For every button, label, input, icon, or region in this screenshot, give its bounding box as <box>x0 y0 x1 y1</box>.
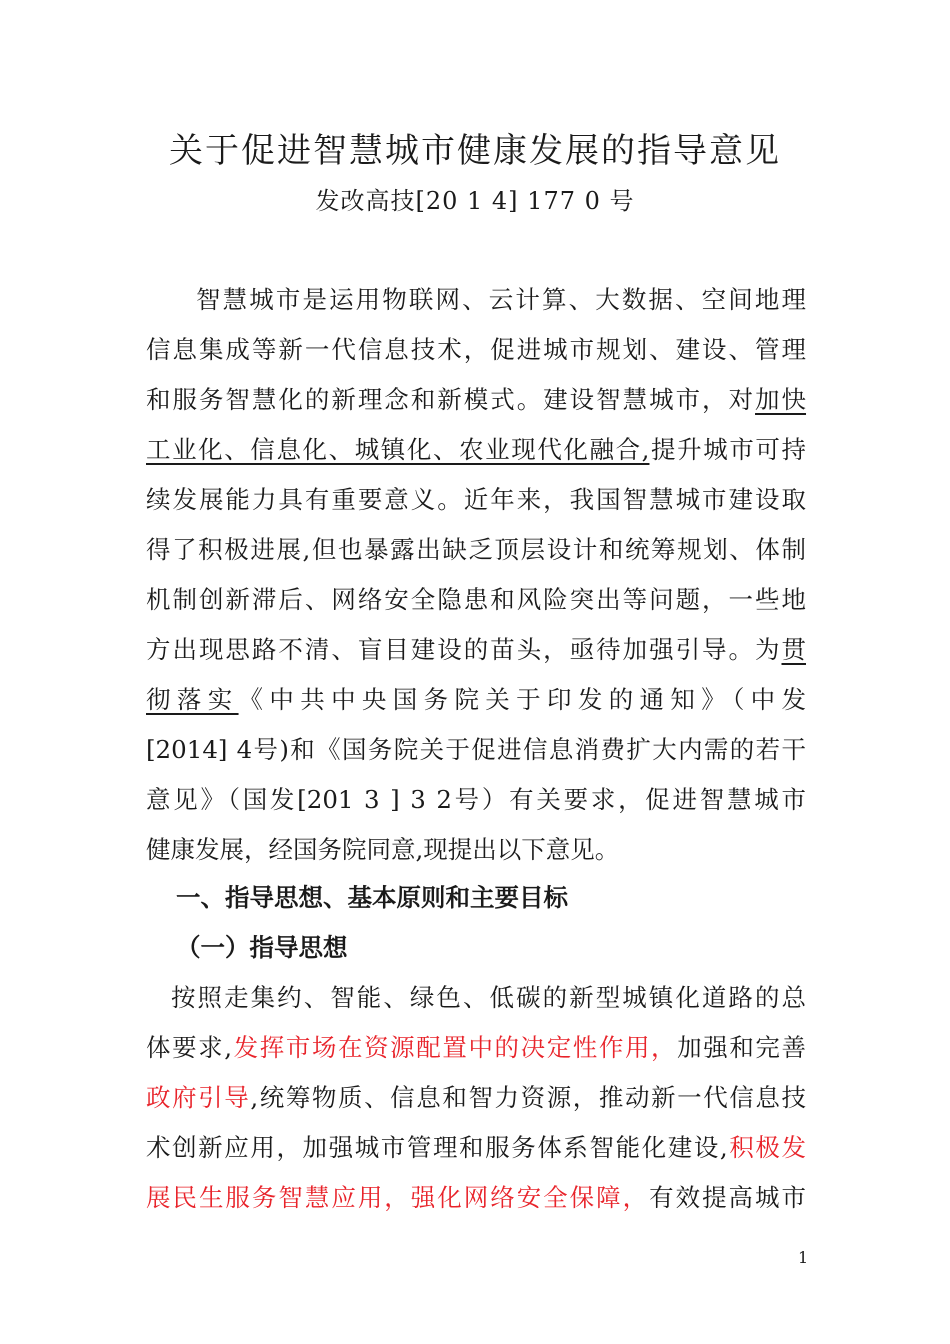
paragraph-line <box>146 633 806 667</box>
paragraph-line: [2014] 4号)和《国务院关于促进信息消费扩大内需的若干 <box>146 735 806 764</box>
underlined-text: 加快 <box>755 385 807 414</box>
text-run: 术创新应用，加强城市管理和服务体系智能化建设, <box>146 1133 728 1162</box>
paragraph-line: 健康发展，经国务院同意,现提出以下意见。 <box>146 835 620 864</box>
text-run: ,统筹物质、信息和智力资源，推动新一代信息技 <box>250 1083 806 1112</box>
paragraph-line: 意见》（国发[201 3 ] 3 2号）有关要求，促进智慧城市 <box>146 785 806 814</box>
paragraph-line <box>146 683 806 717</box>
text-run: 体要求, <box>146 1033 233 1062</box>
paragraph-line <box>146 383 806 417</box>
paragraph-line <box>146 1131 806 1165</box>
paragraph-line: 智慧城市是运用物联网、云计算、大数据、空间地理 <box>196 285 806 314</box>
paragraph-line: 机制创新滞后、网络安全隐患和风险突出等问题，一些地 <box>146 585 806 614</box>
text-run: 和服务智慧化的新理念和新模式。建设智慧城市，对 <box>146 385 756 414</box>
text-run: 《中共中央国务院关于印发的通知》（中发 <box>238 685 807 714</box>
text-run: 加强和完善 <box>677 1033 807 1062</box>
underlined-text: 彻落实 <box>146 685 239 714</box>
paragraph-line <box>146 1031 806 1065</box>
highlighted-text: 积极发 <box>727 1133 806 1162</box>
section-heading: 一、指导思想、基本原则和主要目标 <box>176 883 568 912</box>
paragraph-line <box>146 433 806 467</box>
paragraph-line <box>146 1181 806 1215</box>
highlighted-text: 发挥市场在资源配置中的决定性作用， <box>232 1033 678 1062</box>
underlined-text: 工业化、信息化、城镇化、农业现代化融合, <box>146 435 650 464</box>
subsection-heading: （一）指导思想 <box>176 933 348 962</box>
paragraph-line: 续发展能力具有重要意义。近年来，我国智慧城市建设取 <box>146 485 806 514</box>
document-number: 发改高技[20 1 4] 177 0 号 <box>315 187 635 215</box>
paragraph-line <box>146 1081 806 1115</box>
text-run: 有效提高城市 <box>649 1183 807 1212</box>
paragraph-line: 得了积极进展,但也暴露出缺乏顶层设计和统筹规划、体制 <box>146 535 806 564</box>
highlighted-text: 展民生服务智慧应用，强化网络安全保障， <box>146 1183 650 1212</box>
text-run: 方出现思路不清、盲目建设的苗头，亟待加强引导。为 <box>146 635 782 664</box>
highlighted-text: 政府引导 <box>146 1083 251 1112</box>
paragraph-line: 按照走集约、智能、绿色、低碳的新型城镇化道路的总 <box>171 983 806 1012</box>
page-number: 1 <box>798 1248 809 1267</box>
document-title: 关于促进智慧城市健康发展的指导意见 <box>169 131 781 171</box>
paragraph-line: 信息集成等新一代信息技术，促进城市规划、建设、管理 <box>146 335 806 364</box>
underlined-text: 贯 <box>781 635 806 664</box>
text-run: 提升城市可持 <box>649 435 806 464</box>
